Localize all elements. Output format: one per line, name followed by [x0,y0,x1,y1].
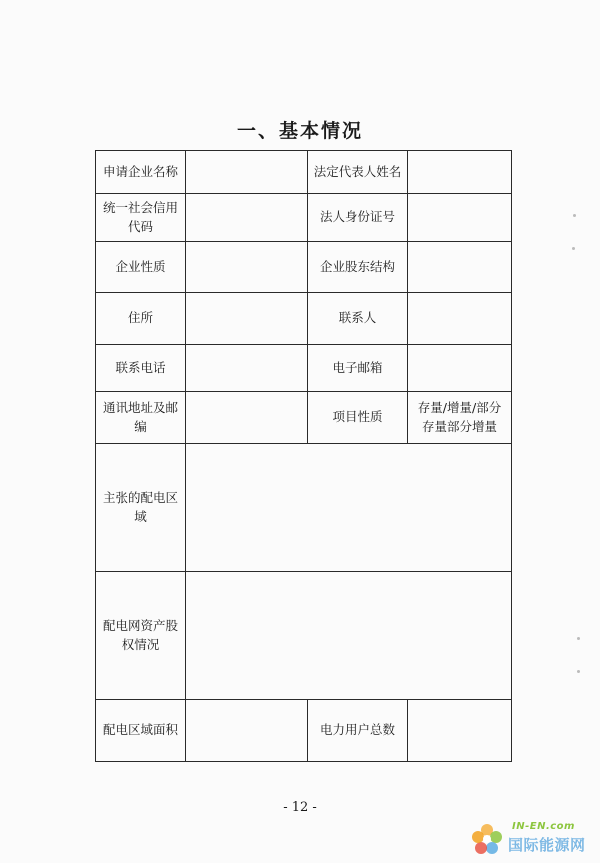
watermark-logo [470,818,598,860]
project-nature-label: 项目性质 [308,392,408,444]
area-size-field[interactable] [186,700,308,762]
company-nature-field[interactable] [186,242,308,293]
shareholder-label: 企业股东结构 [308,242,408,293]
shareholder-field[interactable] [408,242,512,293]
table-row [96,194,512,242]
table-row [96,242,512,293]
users-field[interactable] [408,700,512,762]
users-label: 电力用户总数 [308,700,408,762]
equity-field[interactable] [186,572,512,700]
legal-rep-field[interactable] [408,151,512,194]
contact-label: 联系人 [308,293,408,345]
project-nature-value: 存量/增量/部分存量部分增量 [408,392,512,444]
address-field[interactable] [186,293,308,345]
scan-speck [577,637,580,640]
email-label: 电子邮箱 [308,345,408,392]
table-row [96,293,512,345]
credit-code-field[interactable] [186,194,308,242]
address-label: 住所 [96,293,186,345]
table-row [96,151,512,194]
phone-label: 联系电话 [96,345,186,392]
company-name-label: 申请企业名称 [96,151,186,194]
table-row [96,345,512,392]
watermark-site-text: IN-EN.com [512,821,575,832]
phone-field[interactable] [186,345,308,392]
email-field[interactable] [408,345,512,392]
basic-info-table [95,150,512,762]
watermark-name-text: 国际能源网 [508,836,586,854]
area-field[interactable] [186,444,512,572]
page-title: 一、基本情况 [236,120,363,142]
mail-address-field[interactable] [186,392,308,444]
contact-field[interactable] [408,293,512,345]
table-row [96,572,512,700]
company-name-field[interactable] [186,151,308,194]
legal-id-label: 法人身份证号 [308,194,408,242]
legal-rep-label: 法定代表人姓名 [308,151,408,194]
equity-label: 配电网资产股权情况 [96,572,186,700]
legal-id-field[interactable] [408,194,512,242]
scan-speck [573,214,576,217]
credit-code-label: 统一社会信用代码 [96,194,186,242]
table-row [96,700,512,762]
table-row [96,444,512,572]
scan-speck [572,247,575,250]
page-number: - 12 - [283,800,317,815]
area-label: 主张的配电区域 [96,444,186,572]
company-nature-label: 企业性质 [96,242,186,293]
flower-icon [470,822,504,856]
table-row [96,392,512,444]
mail-address-label: 通讯地址及邮编 [96,392,186,444]
scan-speck [577,670,580,673]
area-size-label: 配电区域面积 [96,700,186,762]
